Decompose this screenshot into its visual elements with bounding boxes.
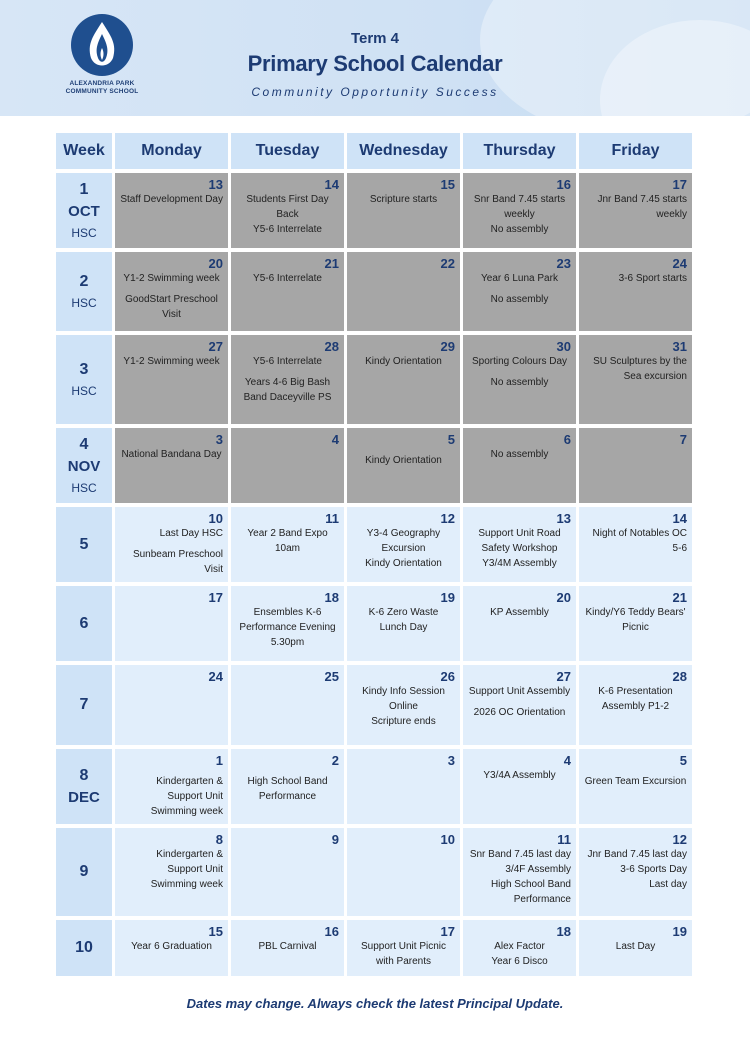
day-number: 3 xyxy=(215,432,223,447)
day-cell xyxy=(115,428,228,503)
event-text: Y3/4A Assembly xyxy=(483,770,556,781)
event-text: Kindy Orientation xyxy=(365,455,442,466)
week-hsc-label: HSC xyxy=(71,480,97,495)
day-cell xyxy=(463,507,576,582)
event-list xyxy=(468,354,571,390)
day-number: 13 xyxy=(556,511,571,526)
day-number: 8 xyxy=(215,832,223,847)
event-list xyxy=(352,354,455,369)
week-hsc-label: HSC xyxy=(71,225,97,240)
day-cell xyxy=(579,173,692,248)
event-list xyxy=(468,684,571,720)
day-cell xyxy=(231,920,344,976)
week-number: 8 xyxy=(79,766,89,784)
event-list xyxy=(584,605,687,635)
event-list xyxy=(468,605,571,620)
event-list xyxy=(584,271,687,286)
day-cell xyxy=(347,586,460,661)
event-text: Y5-6 Interrelate xyxy=(253,273,322,284)
week-label xyxy=(56,173,112,248)
event-list xyxy=(584,526,687,556)
event-text: Jnr Band 7.45 last day xyxy=(587,849,687,860)
day-number: 22 xyxy=(440,256,455,271)
event-list xyxy=(352,526,455,571)
event-text: Support Unit Road Safety Workshop xyxy=(478,528,561,554)
event-list xyxy=(584,684,687,714)
day-cell xyxy=(115,252,228,331)
day-number: 10 xyxy=(440,832,455,847)
event-text: Scripture starts xyxy=(369,194,438,205)
day-number: 25 xyxy=(324,669,339,684)
column-header-wednesday: Wednesday xyxy=(347,133,460,169)
event-text: National Bandana Day xyxy=(121,449,222,460)
day-number: 5 xyxy=(447,432,455,447)
week-number: 1 xyxy=(79,180,89,198)
event-text: KP Assembly xyxy=(490,607,549,618)
page-title: Primary School Calendar xyxy=(247,51,503,76)
day-number: 2 xyxy=(331,753,339,768)
day-cell xyxy=(579,920,692,976)
event-text: Y3/4M Assembly xyxy=(482,558,557,569)
event-list xyxy=(468,768,571,783)
day-cell xyxy=(347,749,460,824)
day-cell xyxy=(463,335,576,424)
event-text: Year 2 Band Expo 10am xyxy=(247,528,328,554)
day-cell xyxy=(579,586,692,661)
day-number: 6 xyxy=(563,432,571,447)
page-header xyxy=(0,0,750,116)
event-list xyxy=(120,526,223,577)
event-text: Y3-4 Geography Excursion xyxy=(366,528,441,554)
week-label xyxy=(56,252,112,331)
event-list xyxy=(468,192,571,237)
event-list xyxy=(584,774,687,789)
event-text: Y1-2 Swimming week xyxy=(123,273,220,284)
week-label xyxy=(56,586,112,661)
day-cell xyxy=(463,920,576,976)
event-list xyxy=(236,192,339,237)
school-name-line2: COMMUNITY SCHOOL xyxy=(65,88,139,95)
event-text: Year 6 Graduation xyxy=(131,941,212,952)
day-cell xyxy=(347,173,460,248)
day-number: 4 xyxy=(563,753,571,768)
event-list xyxy=(584,847,687,892)
event-text: Snr Band 7.45 starts weekly xyxy=(473,194,566,220)
event-list xyxy=(120,447,223,462)
event-text: K-6 Zero Waste xyxy=(368,607,439,618)
day-cell xyxy=(579,507,692,582)
week-number: 3 xyxy=(79,360,89,378)
day-cell xyxy=(347,428,460,503)
event-text: Staff Development Day xyxy=(120,194,223,205)
event-text: Scripture ends xyxy=(371,716,436,727)
event-text: High School Band Performance xyxy=(247,776,328,802)
column-header-tuesday: Tuesday xyxy=(231,133,344,169)
day-number: 16 xyxy=(324,924,339,939)
week-number: 2 xyxy=(79,272,89,290)
event-text: Green Team Excursion xyxy=(584,776,687,787)
day-number: 11 xyxy=(325,511,339,526)
week-label xyxy=(56,920,112,976)
day-number: 16 xyxy=(556,177,571,192)
event-list xyxy=(236,605,339,650)
event-text: 2026 OC Orientation xyxy=(473,707,566,718)
day-cell xyxy=(231,665,344,745)
event-list xyxy=(120,354,223,369)
day-cell xyxy=(579,335,692,424)
day-number: 21 xyxy=(672,590,687,605)
week-month: DEC xyxy=(68,788,100,806)
week-number: 10 xyxy=(75,939,93,956)
week-label xyxy=(56,428,112,503)
day-number: 1 xyxy=(215,753,223,768)
event-list xyxy=(352,939,455,969)
day-cell xyxy=(115,335,228,424)
day-cell xyxy=(347,665,460,745)
event-list xyxy=(468,526,571,571)
event-list xyxy=(236,774,339,804)
day-number: 13 xyxy=(208,177,223,192)
column-header-friday: Friday xyxy=(579,133,692,169)
event-text: Sporting Colours Day xyxy=(471,356,568,367)
school-name-line1: ALEXANDRIA PARK xyxy=(69,80,135,87)
week-number: 6 xyxy=(79,614,89,632)
event-text: Last day xyxy=(649,879,687,890)
event-text: No assembly xyxy=(490,294,549,305)
day-cell xyxy=(579,665,692,745)
week-number: 9 xyxy=(79,863,89,880)
event-list xyxy=(468,847,571,907)
week-hsc-label: HSC xyxy=(71,383,97,398)
event-list xyxy=(236,271,339,286)
day-cell xyxy=(115,828,228,916)
day-cell xyxy=(463,749,576,824)
event-list xyxy=(236,526,339,556)
event-list xyxy=(468,447,571,462)
day-number: 3 xyxy=(447,753,455,768)
day-number: 24 xyxy=(208,669,223,684)
event-list xyxy=(352,453,455,468)
day-cell xyxy=(231,749,344,824)
day-cell xyxy=(579,252,692,331)
day-number: 18 xyxy=(324,590,339,605)
event-text: Students First Day Back xyxy=(246,194,329,220)
week-number: 4 xyxy=(79,435,89,453)
column-header-monday: Monday xyxy=(115,133,228,169)
day-number: 12 xyxy=(440,511,455,526)
day-cell xyxy=(347,252,460,331)
event-text: Kindy Orientation xyxy=(365,356,442,367)
day-number: 11 xyxy=(557,832,571,847)
week-label xyxy=(56,749,112,824)
event-list xyxy=(584,192,687,222)
day-number: 9 xyxy=(331,832,339,847)
flame-logo-icon xyxy=(71,14,133,76)
day-cell xyxy=(231,335,344,424)
event-list xyxy=(468,939,571,969)
event-text: Ensembles K-6 Performance Evening 5.30pm xyxy=(239,607,336,648)
day-number: 14 xyxy=(672,511,687,526)
event-text: No assembly xyxy=(490,449,549,460)
event-text: 3/4F Assembly xyxy=(505,864,571,875)
event-text: Last Day xyxy=(615,941,656,952)
calendar-grid xyxy=(56,133,693,976)
event-text: No assembly xyxy=(490,224,549,235)
week-month: NOV xyxy=(67,457,101,475)
day-cell xyxy=(347,335,460,424)
day-number: 12 xyxy=(672,832,687,847)
event-text: Support Unit Picnic with Parents xyxy=(360,941,447,967)
day-number: 21 xyxy=(324,256,339,271)
week-label xyxy=(56,507,112,582)
event-text: Y5-6 Interrelate xyxy=(253,356,322,367)
day-number: 28 xyxy=(672,669,687,684)
day-number: 17 xyxy=(672,177,687,192)
day-number: 19 xyxy=(440,590,455,605)
week-label xyxy=(56,335,112,424)
event-text: Alex Factor xyxy=(494,941,545,952)
day-number: 30 xyxy=(556,339,571,354)
event-text: Kindergarten & Support Unit Swimming week xyxy=(150,849,223,890)
event-text: Lunch Day xyxy=(379,622,428,633)
event-list xyxy=(352,192,455,207)
day-number: 19 xyxy=(672,924,687,939)
day-cell xyxy=(115,665,228,745)
day-cell xyxy=(579,828,692,916)
day-cell xyxy=(347,920,460,976)
day-cell xyxy=(231,252,344,331)
event-list xyxy=(352,684,455,729)
day-number: 18 xyxy=(556,924,571,939)
day-cell xyxy=(463,665,576,745)
event-text: 3-6 Sports Day xyxy=(620,864,687,875)
day-number: 26 xyxy=(440,669,455,684)
event-list xyxy=(584,354,687,384)
day-cell xyxy=(579,428,692,503)
event-text: SU Sculptures by the Sea excursion xyxy=(593,356,687,382)
event-list xyxy=(120,847,223,892)
day-cell xyxy=(463,428,576,503)
day-number: 14 xyxy=(324,177,339,192)
week-month: OCT xyxy=(68,202,100,220)
event-text: PBL Carnival xyxy=(258,941,317,952)
day-number: 17 xyxy=(208,590,223,605)
week-hsc-label: HSC xyxy=(71,295,97,310)
event-text: Years 4-6 Big Bash Band Daceyville PS xyxy=(243,377,332,403)
day-cell xyxy=(347,507,460,582)
day-number: 7 xyxy=(679,432,687,447)
event-list xyxy=(584,939,687,954)
day-number: 15 xyxy=(208,924,223,939)
day-number: 5 xyxy=(679,753,687,768)
event-list xyxy=(120,774,223,819)
day-number: 20 xyxy=(208,256,223,271)
event-text: Year 6 Luna Park xyxy=(481,273,558,284)
week-number: 5 xyxy=(79,535,89,553)
term-label: Term 4 xyxy=(350,30,400,47)
day-number: 10 xyxy=(208,511,223,526)
day-number: 28 xyxy=(324,339,339,354)
day-number: 23 xyxy=(556,256,571,271)
event-text: No assembly xyxy=(490,377,549,388)
day-number: 27 xyxy=(208,339,223,354)
day-number: 31 xyxy=(672,339,687,354)
day-number: 20 xyxy=(556,590,571,605)
event-text: Snr Band 7.45 last day xyxy=(469,849,571,860)
event-text: GoodStart Preschool Visit xyxy=(125,294,218,320)
week-number: 7 xyxy=(79,696,89,713)
event-text: Y5-6 Interrelate xyxy=(253,224,322,235)
day-cell xyxy=(115,586,228,661)
footer-note: Dates may change. Always check the latest Principal Update. xyxy=(186,996,564,1011)
day-cell xyxy=(463,252,576,331)
day-cell xyxy=(463,828,576,916)
day-cell xyxy=(231,507,344,582)
column-header-thursday: Thursday xyxy=(463,133,576,169)
event-list xyxy=(120,192,223,207)
event-text: Year 6 Disco xyxy=(491,956,548,967)
day-cell xyxy=(115,920,228,976)
tagline: Community Opportunity Success xyxy=(251,85,499,99)
day-cell xyxy=(115,749,228,824)
event-list xyxy=(120,939,223,954)
event-text: K-6 Presentation Assembly P1-2 xyxy=(598,686,673,712)
event-list xyxy=(120,271,223,322)
day-cell xyxy=(579,749,692,824)
day-number: 24 xyxy=(672,256,687,271)
day-cell xyxy=(115,173,228,248)
event-text: Kindy/Y6 Teddy Bears' Picnic xyxy=(585,607,686,633)
school-logo xyxy=(52,14,152,96)
event-list xyxy=(236,939,339,954)
event-text: Y1-2 Swimming week xyxy=(123,356,220,367)
event-text: Jnr Band 7.45 starts weekly xyxy=(597,194,687,220)
day-number: 15 xyxy=(440,177,455,192)
week-label xyxy=(56,828,112,916)
column-header-week: Week xyxy=(56,133,112,169)
event-text: Kindy Orientation xyxy=(365,558,442,569)
day-cell xyxy=(463,173,576,248)
event-text: High School Band Performance xyxy=(490,879,571,905)
day-cell xyxy=(231,828,344,916)
event-text: Kindergarten & Support Unit Swimming week xyxy=(150,776,223,817)
event-list xyxy=(236,354,339,405)
day-cell xyxy=(347,828,460,916)
day-number: 4 xyxy=(331,432,339,447)
event-text: Sunbeam Preschool Visit xyxy=(132,549,223,575)
day-number: 29 xyxy=(440,339,455,354)
event-text: Night of Notables OC 5-6 xyxy=(592,528,687,554)
day-number: 17 xyxy=(440,924,455,939)
event-text: Last Day HSC xyxy=(159,528,223,539)
event-text: Kindy Info Session Online xyxy=(362,686,445,712)
event-list xyxy=(352,605,455,635)
event-text: 3-6 Sport starts xyxy=(618,273,687,284)
day-cell xyxy=(231,428,344,503)
day-cell xyxy=(463,586,576,661)
day-cell xyxy=(231,173,344,248)
day-cell xyxy=(115,507,228,582)
event-text: Support Unit Assembly xyxy=(468,686,571,697)
event-list xyxy=(468,271,571,307)
day-cell xyxy=(231,586,344,661)
week-label xyxy=(56,665,112,745)
day-number: 27 xyxy=(556,669,571,684)
